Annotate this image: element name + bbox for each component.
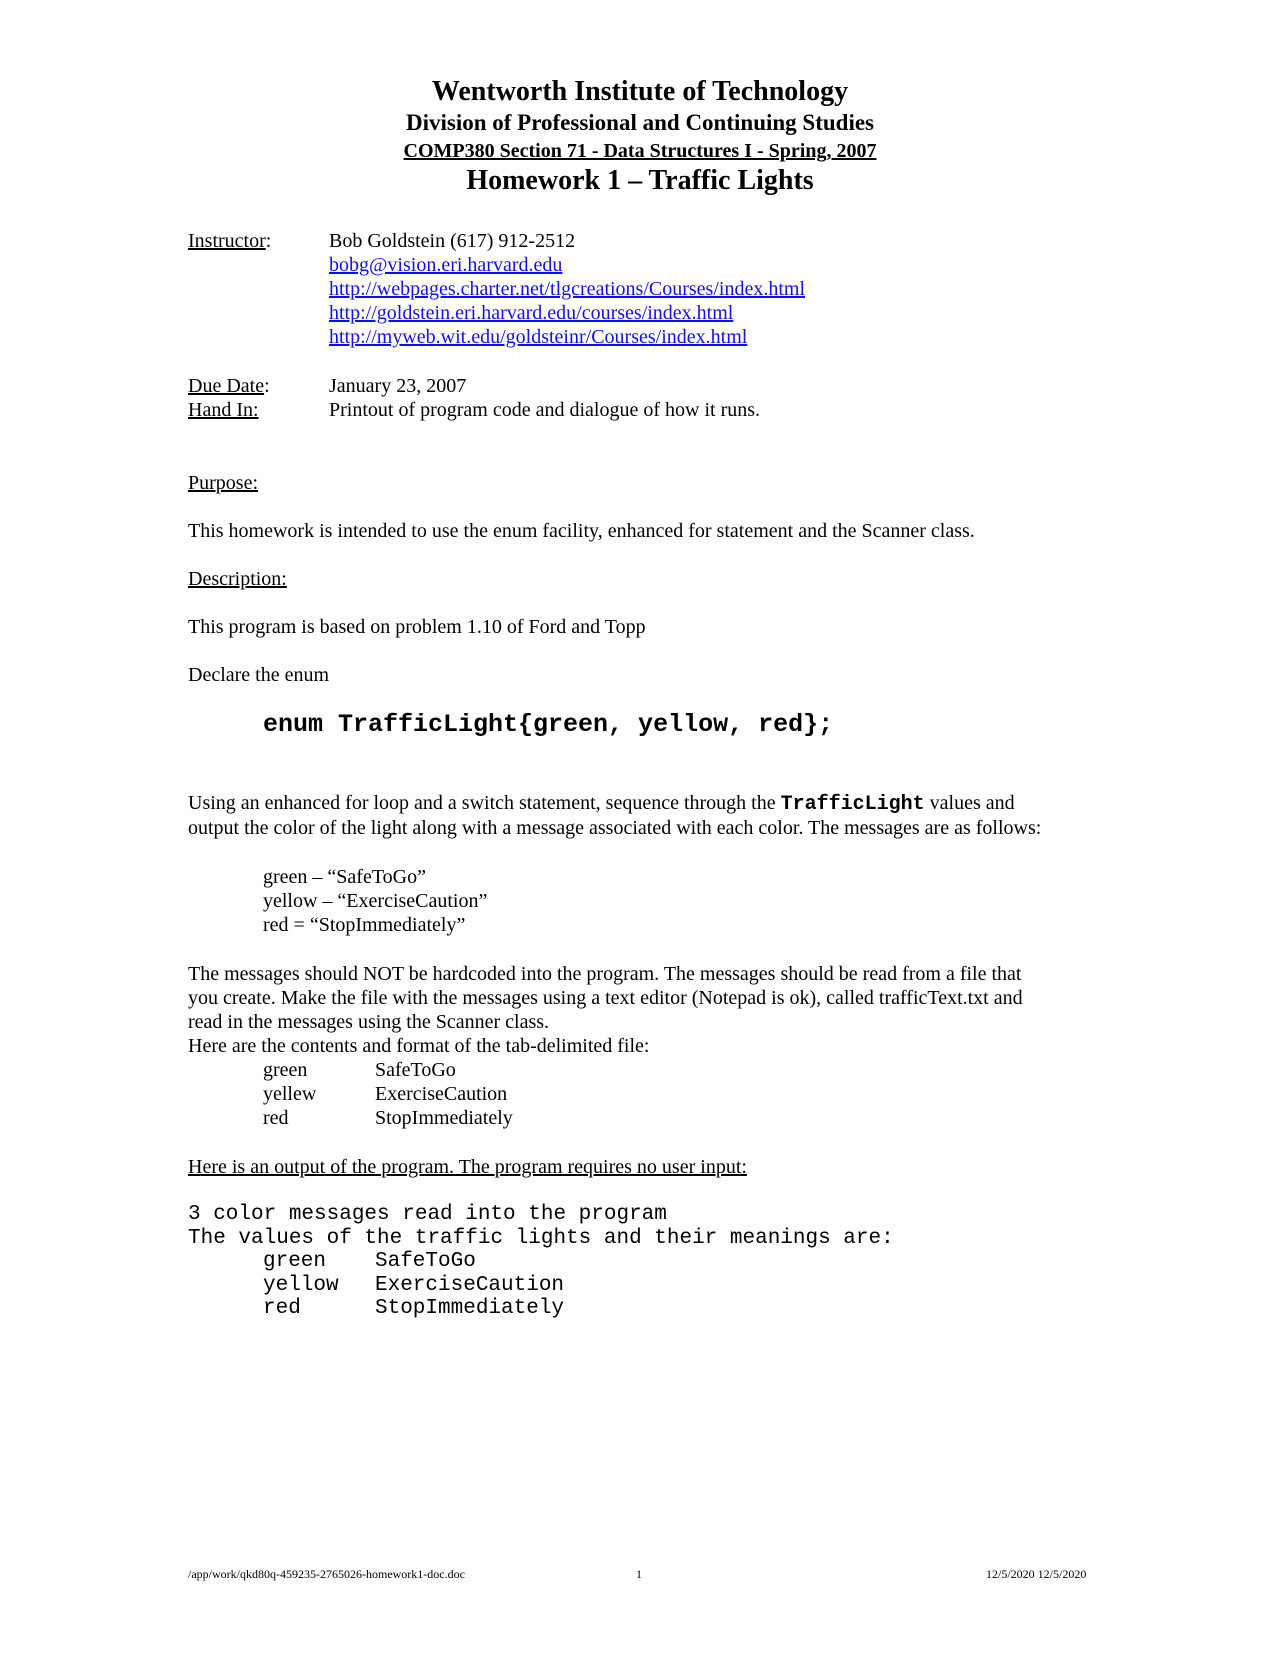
hand-in-label: Hand In: — [188, 399, 259, 421]
document-header — [0, 76, 1280, 198]
hand-in-value: Printout of program code and dialogue of how it runs. — [329, 399, 761, 421]
instructor-label: Instructor — [188, 230, 266, 252]
file-row-color: green — [263, 1059, 308, 1081]
file-row-color: yellew — [263, 1083, 317, 1105]
footer-dates: 12/5/2020 12/5/2020 — [986, 1567, 1087, 1581]
instructions-text-b: values and — [924, 792, 1015, 814]
charter-courses-link[interactable]: http://webpages.charter.net/tlgcreations/Courses/index.html — [329, 278, 805, 300]
file-row-message: StopImmediately — [375, 1107, 513, 1129]
homework-title: Homework 1 – Traffic Lights — [466, 165, 814, 196]
wit-courses-link[interactable]: http://myweb.wit.edu/goldsteinr/Courses/index.html — [329, 326, 748, 348]
purpose-heading: Purpose: — [188, 472, 258, 494]
output-row-color: green — [263, 1250, 327, 1273]
output-row-message: SafeToGo — [375, 1250, 476, 1273]
due-date-label-row — [188, 374, 270, 398]
school-title: Wentworth Institute of Technology — [431, 76, 849, 107]
instructor-label-row — [188, 229, 271, 253]
footer-file-path: /app/work/qkd80q-459235-2765026-homework1-doc.doc — [188, 1567, 465, 1581]
harvard-courses-link[interactable]: http://goldstein.eri.harvard.edu/courses/index.html — [329, 302, 734, 324]
instructions-line-2: output the color of the light along with a message associated with each color. The messages are as follows: — [188, 817, 1042, 839]
file-instructions-line-3: read in the messages using the Scanner class. — [188, 1011, 550, 1033]
division-title: Division of Professional and Continuing Studies — [406, 110, 874, 135]
description-line-1: This program is based on problem 1.10 of Ford and Topp — [188, 616, 646, 638]
due-date-colon: : — [264, 375, 270, 397]
file-instructions-line-1: The messages should NOT be hardcoded into the program. The messages should be read from a file that — [188, 963, 1022, 985]
instructor-name: Bob Goldstein (617) 912-2512 — [329, 230, 576, 252]
output-row-message: StopImmediately — [375, 1297, 565, 1320]
due-date-value: January 23, 2007 — [329, 375, 467, 397]
file-instructions-line-2: you create. Make the file with the messages using a text editor (Notepad is ok), called trafficText.txt and — [188, 987, 1023, 1009]
file-row-color: red — [263, 1107, 289, 1129]
file-row-message: ExerciseCaution — [375, 1083, 508, 1105]
purpose-text: This homework is intended to use the enum facility, enhanced for statement and the Scanner class. — [188, 520, 975, 542]
instructions-text-a: Using an enhanced for loop and a switch statement, sequence through the — [188, 792, 781, 814]
output-row-message: ExerciseCaution — [375, 1274, 565, 1297]
footer-page-number: 1 — [636, 1567, 642, 1581]
message-item-red: red = “StopImmediately” — [263, 914, 466, 936]
output-row-color: red — [263, 1297, 301, 1320]
output-line-2: The values of the traffic lights and their meanings are: — [188, 1227, 894, 1250]
file-instructions-line-4: Here are the contents and format of the tab-delimited file: — [188, 1035, 650, 1057]
message-item-yellow: yellow – “ExerciseCaution” — [263, 890, 488, 912]
instructions-line-1 — [188, 791, 1015, 817]
output-row-color: yellow — [263, 1274, 339, 1297]
description-heading: Description: — [188, 568, 287, 590]
output-line-1: 3 color messages read into the program — [188, 1203, 667, 1226]
traffic-light-code: TrafficLight — [780, 793, 925, 816]
file-row-message: SafeToGo — [375, 1059, 456, 1081]
instructor-colon: : — [265, 230, 272, 252]
message-item-green: green – “SafeToGo” — [263, 866, 426, 888]
output-heading: Here is an output of the program. The program requires no user input: — [188, 1156, 747, 1178]
description-line-2: Declare the enum — [188, 664, 330, 686]
enum-declaration-code: enum TrafficLight{green, yellow, red}; — [263, 710, 834, 739]
course-title: COMP380 Section 71 - Data Structures I - Spring, 2007 — [403, 140, 877, 162]
instructor-email-link[interactable]: bobg@vision.eri.harvard.edu — [329, 254, 563, 276]
due-date-label: Due Date — [188, 375, 265, 397]
